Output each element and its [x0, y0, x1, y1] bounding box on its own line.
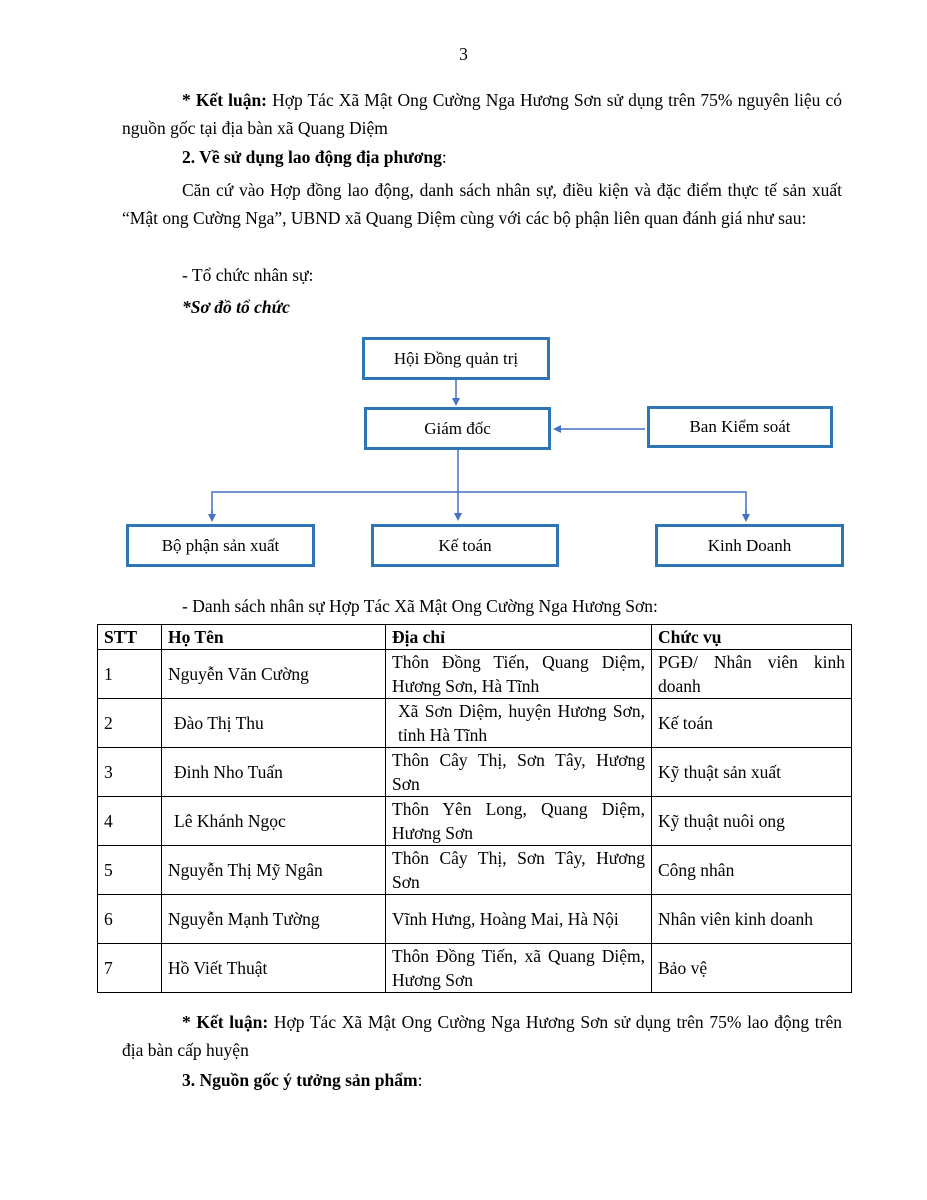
col-header-position: Chức vụ: [652, 625, 852, 650]
cell-name: Đinh Nho Tuấn: [162, 748, 386, 797]
org-box-sales: Kinh Doanh: [655, 524, 844, 567]
staff-list-intro: - Danh sách nhân sự Hợp Tác Xã Mật Ong Cường Nga Hương Sơn:: [182, 596, 658, 616]
cell-address: Vĩnh Hưng, Hoàng Mai, Hà Nội: [386, 895, 652, 944]
cell-name: Lê Khánh Ngọc: [162, 797, 386, 846]
cell-address: Xã Sơn Diệm, huyện Hương Sơn, tỉnh Hà Tĩnh: [386, 699, 652, 748]
table-row: [98, 748, 852, 797]
col-header-name: Họ Tên: [162, 625, 386, 650]
org-chart-heading: *Sơ đồ tổ chức: [182, 297, 290, 317]
conclusion-text: Hợp Tác Xã Mật Ong Cường Nga Hương Sơn sử dụng trên 75% nguyên liệu có nguồn gốc tại địa bàn xã Quang Diệm: [122, 90, 842, 138]
col-header-stt: STT: [98, 625, 162, 650]
cell-name: Nguyễn Thị Mỹ Ngân: [162, 846, 386, 895]
section-2-intro: Căn cứ vào Hợp đồng lao động, danh sách nhân sự, điều kiện và đặc điểm thực tế sản xuất “Mật ong Cường Nga”, UBND xã Quang Diệm cùng với các bộ phận liên quan đánh giá như sau:: [122, 180, 842, 228]
cell-name: Nguyễn Văn Cường: [162, 650, 386, 699]
cell-position: Bảo vệ: [652, 944, 852, 993]
cell-position: Công nhân: [652, 846, 852, 895]
org-box-supervisory: Ban Kiểm soát: [647, 406, 833, 448]
table-header-row: [98, 625, 852, 650]
staff-table: [97, 624, 852, 993]
org-box-board: Hội Đồng quản trị: [362, 337, 550, 380]
cell-position: Nhân viên kinh doanh: [652, 895, 852, 944]
cell-address: Thôn Đồng Tiến, Quang Diệm, Hương Sơn, Hà Tĩnh: [386, 650, 652, 699]
cell-stt: 2: [98, 699, 162, 748]
table-row: [98, 846, 852, 895]
section-3-heading: 3. Nguồn gốc ý tưởng sản phẩm:: [182, 1070, 423, 1090]
conclusion-paragraph-2: [122, 1008, 842, 1064]
conclusion-label: * Kết luận:: [182, 90, 268, 110]
table-row: [98, 944, 852, 993]
cell-stt: 1: [98, 650, 162, 699]
cell-stt: 7: [98, 944, 162, 993]
cell-name: Nguyễn Mạnh Tường: [162, 895, 386, 944]
org-item-label: - Tổ chức nhân sự:: [182, 265, 314, 285]
conclusion-text: Hợp Tác Xã Mật Ong Cường Nga Hương Sơn sử dụng trên 75% lao động trên địa bàn cấp huyện: [122, 1012, 842, 1060]
cell-position: Kỹ thuật nuôi ong: [652, 797, 852, 846]
cell-address: Thôn Đồng Tiến, xã Quang Diệm, Hương Sơn: [386, 944, 652, 993]
cell-stt: 4: [98, 797, 162, 846]
cell-position: Kế toán: [652, 699, 852, 748]
cell-address: Thôn Cây Thị, Sơn Tây, Hương Sơn: [386, 748, 652, 797]
table-row: [98, 797, 852, 846]
org-box-director: Giám đốc: [364, 407, 551, 450]
cell-stt: 5: [98, 846, 162, 895]
table-row: [98, 650, 852, 699]
cell-position: Kỹ thuật sản xuất: [652, 748, 852, 797]
cell-name: Hồ Viết Thuật: [162, 944, 386, 993]
cell-name: Đào Thị Thu: [162, 699, 386, 748]
conclusion-label: * Kết luận:: [182, 1012, 269, 1032]
table-row: [98, 699, 852, 748]
cell-address: Thôn Yên Long, Quang Diệm, Hương Sơn: [386, 797, 652, 846]
cell-position: PGĐ/ Nhân viên kinh doanh: [652, 650, 852, 699]
org-box-accounting: Kế toán: [371, 524, 559, 567]
col-header-address: Địa chỉ: [386, 625, 652, 650]
section-2-heading: 2. Về sử dụng lao động địa phương:: [182, 147, 447, 167]
page-number: 3: [459, 44, 468, 64]
cell-address: Thôn Cây Thị, Sơn Tây, Hương Sơn: [386, 846, 652, 895]
cell-stt: 3: [98, 748, 162, 797]
org-box-production: Bộ phận sản xuất: [126, 524, 315, 567]
cell-stt: 6: [98, 895, 162, 944]
table-row: [98, 895, 852, 944]
